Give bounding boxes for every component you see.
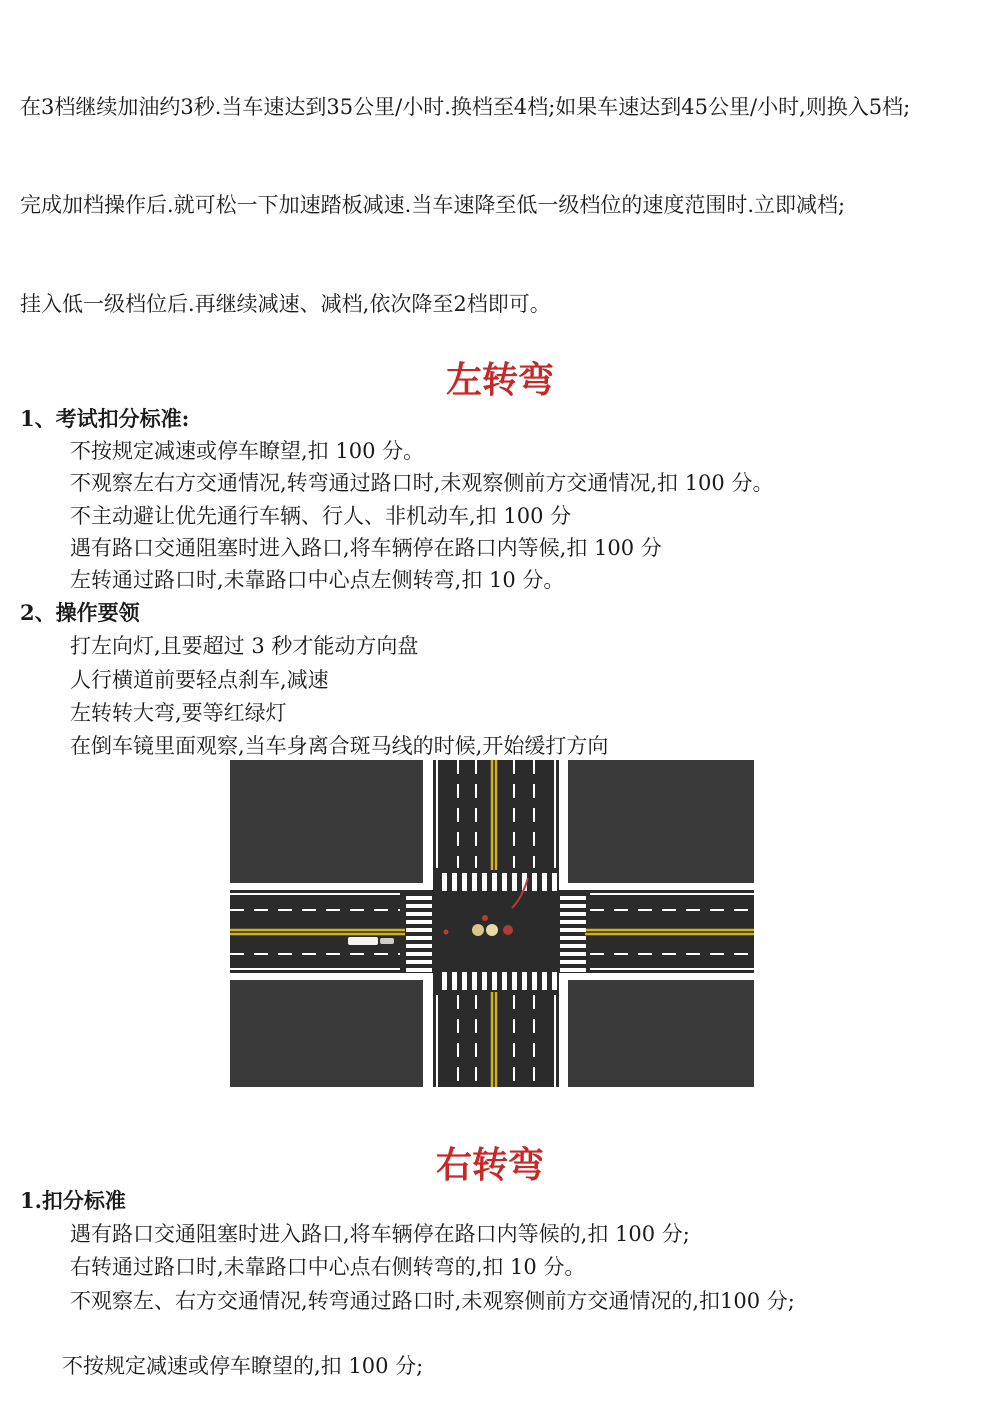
crosswalk-stripe xyxy=(482,873,487,891)
crosswalk-stripe xyxy=(406,968,432,972)
left-turn-operation-item: 在倒车镜里面观察,当车身离合斑马线的时候,开始缓打方向 xyxy=(70,734,609,758)
crosswalk-stripe xyxy=(406,904,432,908)
crosswalk-stripe xyxy=(406,944,432,948)
crosswalk-stripe xyxy=(462,972,467,990)
left-turn-title: 左转弯 xyxy=(445,359,554,401)
crosswalk-stripe xyxy=(406,936,432,940)
left-turn-section-2-heading: 2、操作要领 xyxy=(20,600,140,625)
corner-lot-bottom-left xyxy=(230,980,423,1087)
crosswalk-stripe xyxy=(532,972,537,990)
left-turn-operation-item: 左转转大弯,要等红绿灯 xyxy=(70,701,287,725)
right-turn-penalty-item: 不按规定减速或停车瞭望的,扣 100 分; xyxy=(62,1354,424,1378)
crosswalk-stripe xyxy=(560,904,586,908)
left-turn-penalty-item: 不主动避让优先通行车辆、行人、非机动车,扣 100 分 xyxy=(70,504,572,528)
crosswalk-stripe xyxy=(560,968,586,972)
left-turn-operation-item: 人行横道前要轻点刹车,减速 xyxy=(70,668,329,692)
left-turn-operation-item: 打左向灯,且要超过 3 秒才能动方向盘 xyxy=(70,634,419,658)
crosswalk-stripe xyxy=(492,873,497,891)
crosswalk-stripe xyxy=(552,873,557,891)
crosswalk-stripe xyxy=(452,873,457,891)
crosswalk-stripe xyxy=(522,972,527,990)
crosswalk-stripe xyxy=(560,936,586,940)
crosswalk-stripe xyxy=(452,972,457,990)
right-turn-penalty-item: 遇有路口交通阻塞时进入路口,将车辆停在路口内等候的,扣 100 分; xyxy=(70,1222,690,1246)
car-icon xyxy=(348,937,378,945)
intersection-diagram xyxy=(230,760,754,1087)
crosswalk-stripe xyxy=(472,972,477,990)
intro-paragraph-2: 完成加档操作后.就可松一下加速踏板减速.当车速降至低一级档位的速度范围时.立即减档; xyxy=(20,193,846,217)
crosswalk-stripe xyxy=(492,972,497,990)
crosswalk-stripe xyxy=(512,873,517,891)
corner-lot-top-left xyxy=(230,760,423,883)
crosswalk-stripe xyxy=(472,873,477,891)
crosswalk-stripe xyxy=(542,972,547,990)
crosswalk-stripe xyxy=(560,928,586,932)
crosswalk-stripe xyxy=(442,873,447,891)
left-turn-penalty-item: 不观察左右方交通情况,转弯通过路口时,未观察侧前方交通情况,扣 100 分。 xyxy=(70,471,774,495)
vehicle-marker xyxy=(472,924,484,936)
crosswalk-stripe xyxy=(406,928,432,932)
crosswalk-stripe xyxy=(512,972,517,990)
corner-lot-top-right xyxy=(568,760,754,883)
intro-paragraph-1: 在3档继续加油约3秒.当车速达到35公里/小时.换档至4档;如果车速达到45公里/小时,则换入5档; xyxy=(20,95,911,119)
crosswalk-stripe xyxy=(502,873,507,891)
left-turn-penalty-item: 不按规定减速或停车瞭望,扣 100 分。 xyxy=(70,439,425,463)
crosswalk-stripe xyxy=(560,896,586,900)
crosswalk-stripe xyxy=(502,972,507,990)
crosswalk-stripe xyxy=(560,944,586,948)
right-turn-title: 右转弯 xyxy=(435,1144,544,1186)
crosswalk-stripe xyxy=(406,912,432,916)
crosswalk-stripe xyxy=(482,972,487,990)
crosswalk-stripe xyxy=(406,960,432,964)
crosswalk-stripe xyxy=(406,896,432,900)
crosswalk-stripe xyxy=(462,873,467,891)
crosswalk-stripe xyxy=(560,920,586,924)
left-turn-penalty-item: 遇有路口交通阻塞时进入路口,将车辆停在路口内等候,扣 100 分 xyxy=(70,536,662,560)
crosswalk-stripe xyxy=(542,873,547,891)
right-turn-penalty-item: 右转通过路口时,未靠路口中心点右侧转弯的,扣 10 分。 xyxy=(70,1255,586,1279)
crosswalk-stripe xyxy=(560,912,586,916)
crosswalk-stripe xyxy=(442,972,447,990)
crosswalk-stripe xyxy=(552,972,557,990)
crosswalk-stripe xyxy=(560,960,586,964)
corner-lot-bottom-right xyxy=(568,980,754,1087)
left-turn-section-1-heading: 1、考试扣分标准: xyxy=(20,406,190,431)
crosswalk-stripe xyxy=(532,873,537,891)
left-turn-penalty-item: 左转通过路口时,未靠路口中心点左侧转弯,扣 10 分。 xyxy=(70,568,565,592)
crosswalk-stripe xyxy=(406,952,432,956)
intro-paragraph-3: 挂入低一级档位后.再继续减速、减档,依次降至2档即可。 xyxy=(20,292,551,316)
right-turn-section-1-heading: 1.扣分标准 xyxy=(20,1188,126,1213)
crosswalk-stripe xyxy=(406,920,432,924)
crosswalk-stripe xyxy=(560,952,586,956)
right-turn-penalty-item: 不观察左、右方交通情况,转弯通过路口时,未观察侧前方交通情况的,扣100 分; xyxy=(70,1289,795,1313)
